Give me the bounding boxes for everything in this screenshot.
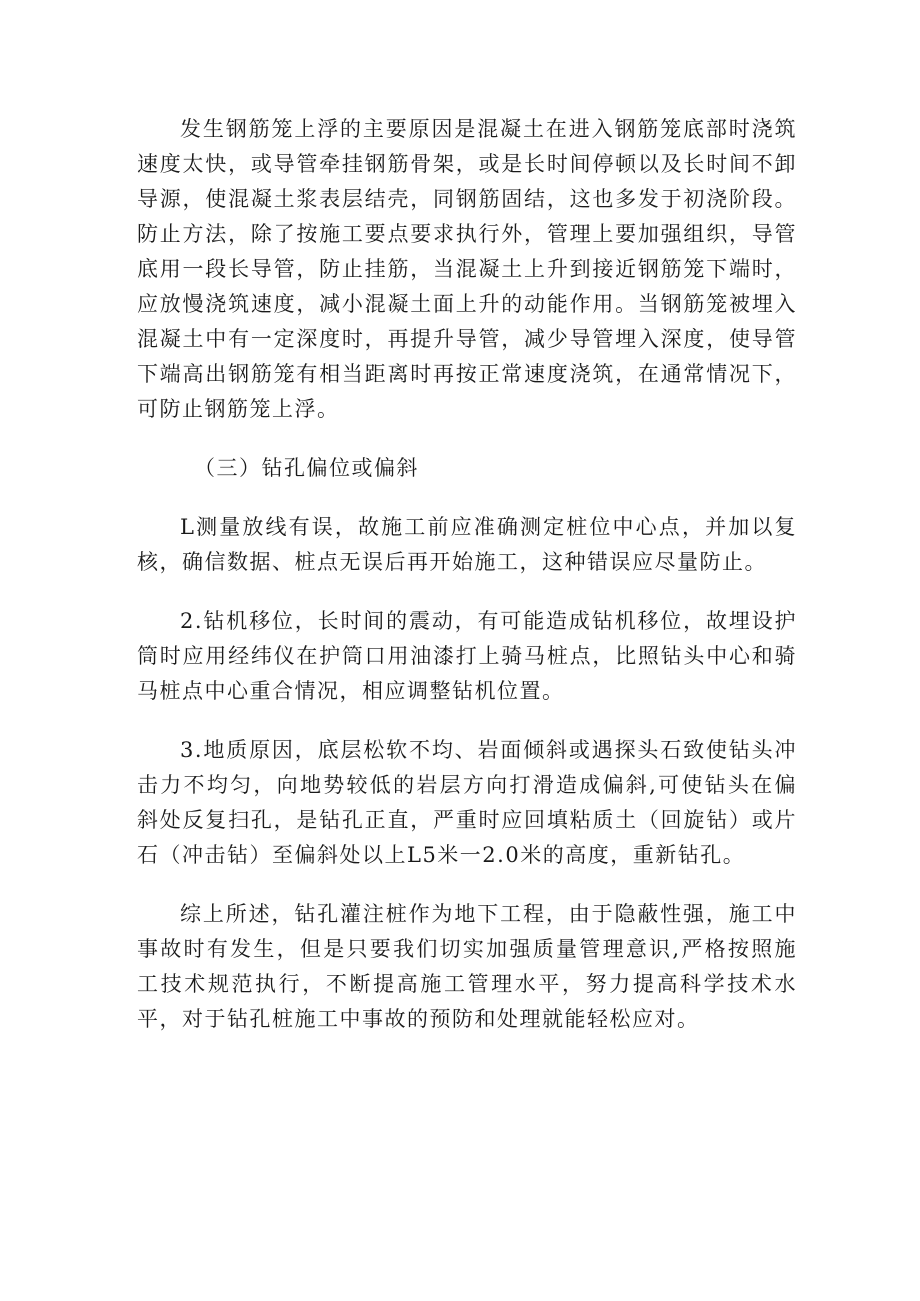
paragraph-item-2-rig-shift: 2.钻机移位，长时间的震动，有可能造成钻机移位，故埋设护筒时应用经纬仪在护筒口用油漆打上骑马桩点，比照钻头中心和骑马桩点中心重合情况，相应调整钻机位置。: [137, 609, 797, 703]
section-heading-borehole-deviation: （三）钻孔偏位或偏斜: [194, 456, 419, 480]
paragraph-item-3-geology: 3.地质原因，底层松软不均、岩面倾斜或遇探头石致使钻头冲击力不均匀，向地势较低的岩层方向打滑造成偏斜,可使钻头在偏斜处反复扫孔，是钻孔正直，严重时应回填粘质土（回旋钻）或片石（冲击钻）至偏斜处以上L5米一2.0米的高度，重新钻孔。: [137, 738, 797, 867]
paragraph-item-1-survey-error: L测量放线有误，故施工前应准确测定桩位中心点，并加以复核，确信数据、桩点无误后再开始施工，这种错误应尽量防止。: [137, 515, 797, 574]
document-body: [137, 112, 797, 1061]
paragraph-conclusion: 综上所述，钻孔灌注桩作为地下工程，由于隐蔽性强，施工中事故时有发生，但是只要我们切实加强质量管理意识,严格按照施工技术规范执行，不断提高施工管理水平，努力提高科学技术水平，对于钻孔桩施工中事故的预防和处理就能轻松应对。: [137, 902, 797, 1031]
paragraph-rebar-cage-floating: 发生钢筋笼上浮的主要原因是混凝土在进入钢筋笼底部时浇筑速度太快，或导管牵挂钢筋骨架，或是长时间停顿以及长时间不卸导源，使混凝土浆表层结壳，同钢筋固结，这也多发于初浇阶段。防止方法，除了按施工要点要求执行外，管理上要加强组织，导管底用一段长导管，防止挂筋，当混凝土上升到接近钢筋笼下端时，应放慢浇筑速度，减小混凝土面上升的动能作用。当钢筋笼被埋入混凝土中有一定深度时，再提升导管，减少导管埋入深度，使导管下端高出钢筋笼有相当距离时再按正常速度浇筑，在通常情况下，可防止钢筋笼上浮。: [137, 117, 797, 421]
